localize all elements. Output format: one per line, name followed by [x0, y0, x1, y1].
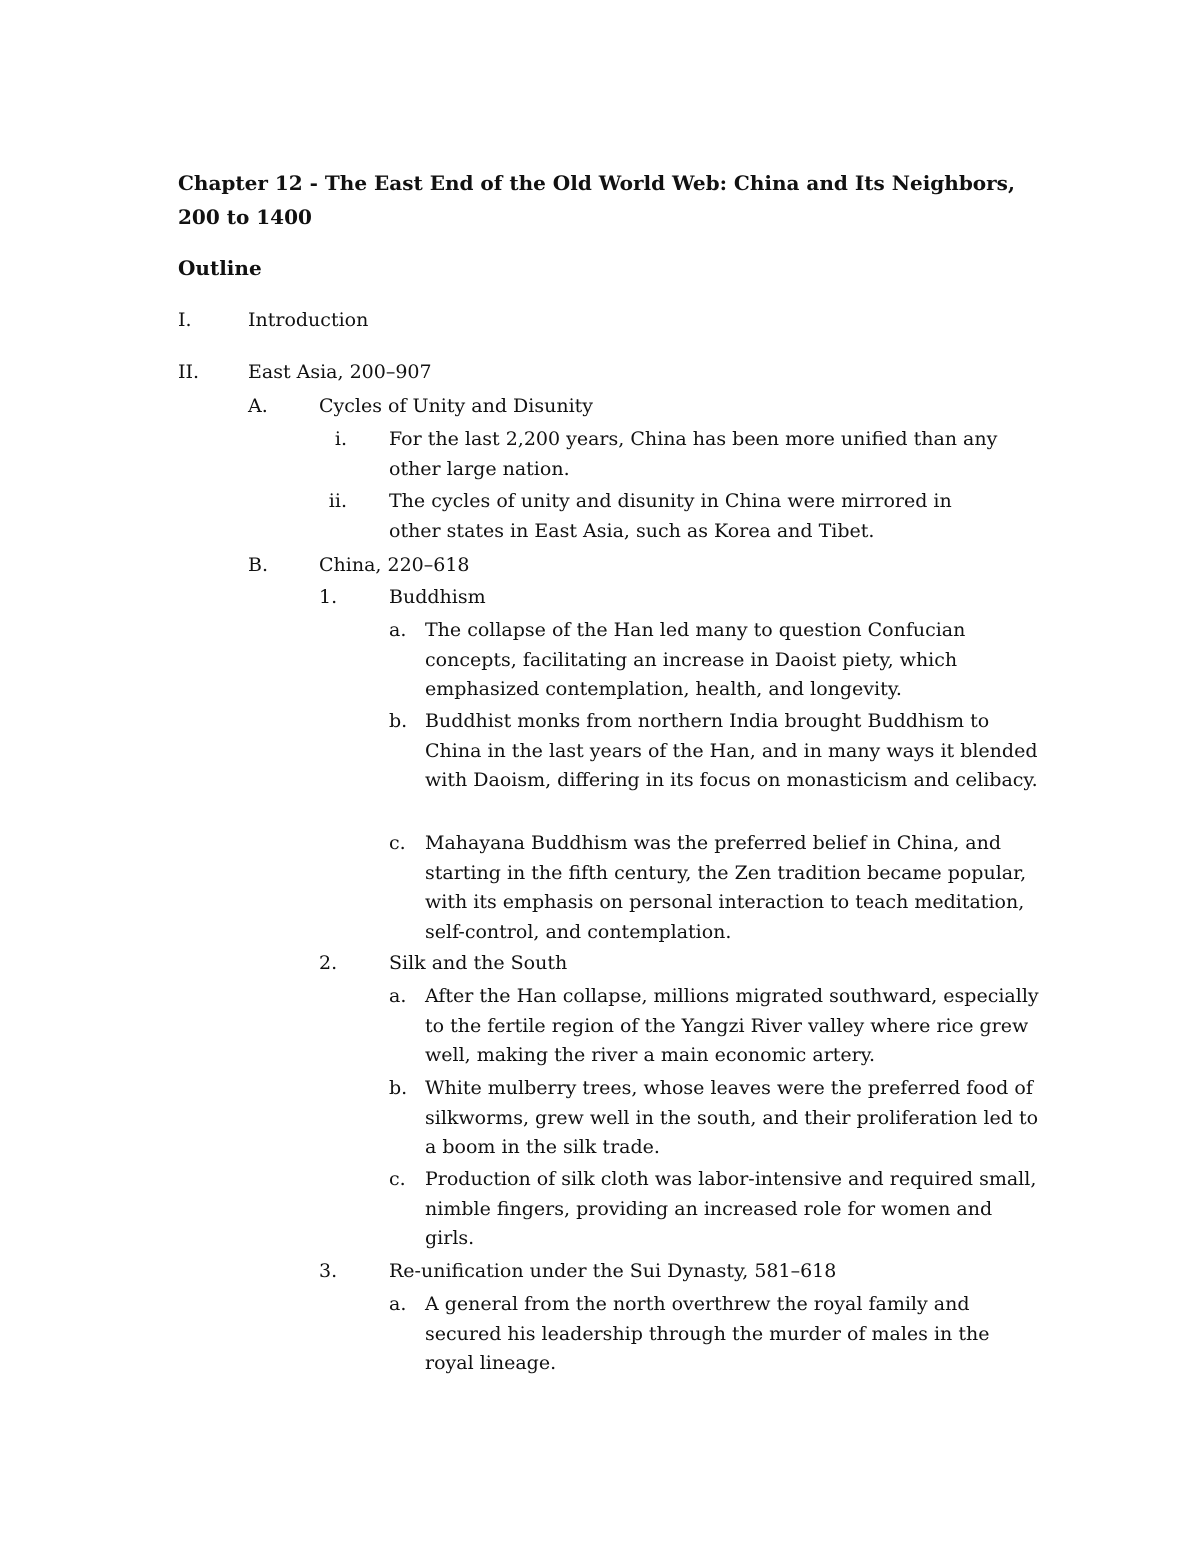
- outline-marker-1a: a.: [389, 619, 407, 641]
- outline-marker-I: I.: [178, 309, 192, 331]
- outline-point-han-collapse-daoism: The collapse of the Han led many to question Confucian concepts, facilitating an increase in Daoist piety, which emphasized contemplation, health, and longevity.: [425, 619, 966, 700]
- outline-marker-1c: c.: [389, 832, 406, 854]
- outline-heading: Outline: [178, 256, 262, 280]
- outline-point-sui-general: A general from the north overthrew the royal family and secured his leadership through the murder of males in the royal lineage.: [425, 1293, 990, 1374]
- outline-item-china: China, 220–618: [319, 554, 470, 576]
- outline-item-east-asia: East Asia, 200–907: [248, 361, 432, 383]
- outline-marker-A: A.: [248, 395, 268, 417]
- outline-marker-2c: c.: [389, 1168, 406, 1190]
- outline-item-sui-reunification: Re-unification under the Sui Dynasty, 581–618: [389, 1260, 837, 1282]
- outline-marker-2: 2.: [319, 952, 338, 974]
- outline-marker-ii: ii.: [328, 490, 347, 512]
- outline-item-silk-south: Silk and the South: [389, 952, 568, 974]
- outline-marker-1b: b.: [389, 710, 408, 732]
- outline-point-cycles-mirrored: The cycles of unity and disunity in China were mirrored in other states in East Asia, such as Korea and Tibet.: [389, 490, 952, 542]
- outline-point-migration-yangzi: After the Han collapse, millions migrated southward, especially to the fertile region of the Yangzi River valley where rice grew well, making the river a main economic artery.: [425, 985, 1039, 1066]
- outline-item-cycles: Cycles of Unity and Disunity: [319, 395, 594, 417]
- outline-marker-3: 3.: [319, 1260, 338, 1282]
- outline-marker-3a: a.: [389, 1293, 407, 1315]
- outline-marker-2a: a.: [389, 985, 407, 1007]
- outline-point-mahayana-zen: Mahayana Buddhism was the preferred belief in China, and starting in the fifth century, the Zen tradition became popular, with its emphasis on personal interaction to teach meditation, self-control, and contemplation.: [425, 832, 1027, 943]
- outline-point-unified: For the last 2,200 years, China has been more unified than any other large nation.: [389, 428, 998, 480]
- outline-marker-1: 1.: [319, 586, 338, 608]
- outline-point-mulberry-trees: White mulberry trees, whose leaves were the preferred food of silkworms, grew well in the south, and their proliferation led to a boom in the silk trade.: [425, 1077, 1039, 1158]
- outline-marker-2b: b.: [389, 1077, 408, 1099]
- outline-marker-i: i.: [334, 428, 347, 450]
- outline-marker-II: II.: [178, 361, 200, 383]
- outline-point-buddhist-monks: Buddhist monks from northern India brought Buddhism to China in the last years of the Han, and in many ways it blended with Daoism, differing in its focus on monasticism and celibacy.: [425, 710, 1038, 791]
- outline-point-silk-production: Production of silk cloth was labor-intensive and required small, nimble fingers, providing an increased role for women and girls.: [425, 1168, 1037, 1249]
- chapter-title: Chapter 12 - The East End of the Old World Web: China and Its Neighbors, 200 to 1400: [178, 171, 1015, 229]
- outline-marker-B: B.: [248, 554, 269, 576]
- outline-item-introduction: Introduction: [248, 309, 369, 331]
- outline-item-buddhism: Buddhism: [389, 586, 486, 608]
